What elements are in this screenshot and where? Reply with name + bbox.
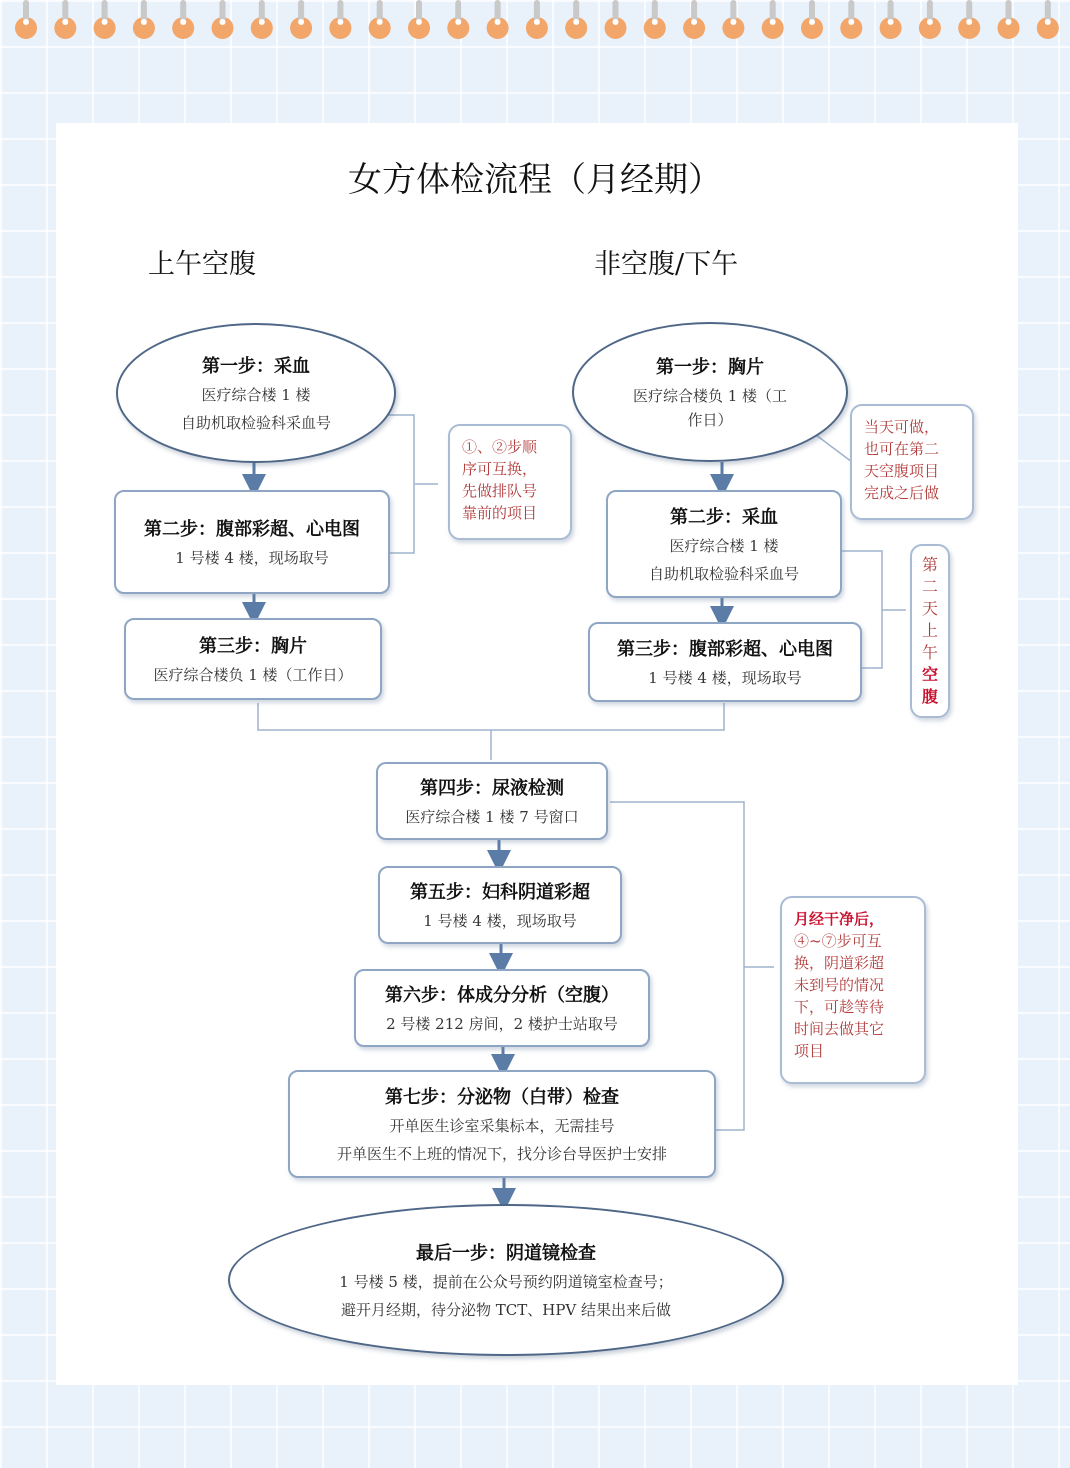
note-after-period-line6: 项目: [794, 1042, 825, 1060]
note-next-morning-char1: 第: [921, 555, 938, 574]
step6-line1: 2 号楼 212 房间，2 楼护士站取号: [386, 1014, 618, 1033]
note-order-swap-line1: ①、②步顺: [462, 438, 538, 456]
note-after-period-line2: 换，阴道彩超: [794, 954, 885, 972]
note-order-swap-line2: 序可互换，: [462, 460, 538, 478]
left-step3-node: [124, 618, 382, 700]
note-order-swap: [448, 424, 572, 540]
note-same-day-line2: 也可在第二: [864, 440, 940, 458]
right-step3-node: [588, 622, 862, 702]
step4-node: [376, 762, 608, 840]
step7-title: 第七步：分泌物（白带）检查: [385, 1086, 619, 1108]
step7-line2: 开单医生不上班的情况下，找分诊台导医护士安排: [336, 1145, 667, 1163]
right-step1-node: [572, 322, 848, 462]
column-heading-non-fasting: 非空腹/下午: [594, 249, 739, 280]
left-step2-title: 第二步：腹部彩超、心电图: [144, 518, 360, 540]
note-after-period-line3: 未到号的情况: [794, 976, 885, 994]
column-heading-fasting: 上午空腹: [148, 249, 256, 280]
note-after-period-line5: 时间去做其它: [794, 1020, 885, 1038]
right-step3-line1: 1 号楼 4 楼，现场取号: [648, 668, 802, 687]
right-step1-line1: 医疗综合楼负 1 楼（工: [632, 386, 788, 405]
step5-line1: 1 号楼 4 楼，现场取号: [423, 911, 577, 930]
note-next-morning-char2: 二: [921, 577, 938, 596]
note-order-swap-line4: 靠前的项目: [462, 504, 538, 522]
left-step1-line2: 自助机取检验科采血号: [180, 414, 331, 432]
note-after-period-line1: ④~⑦步可互: [794, 932, 882, 950]
step5-node: [378, 866, 622, 944]
step4-line1: 医疗综合楼 1 楼 7 号窗口: [405, 807, 579, 826]
note-same-day-line1: 当天可做，: [864, 418, 940, 436]
step5-title: 第五步：妇科阴道彩超: [410, 881, 590, 903]
note-next-morning-char3: 天: [921, 599, 938, 618]
left-step3-line1: 医疗综合楼负 1 楼（工作日）: [153, 665, 353, 684]
right-step1-title: 第一步：胸片: [656, 356, 764, 378]
left-step1-line1: 医疗综合楼 1 楼: [201, 385, 311, 404]
right-step2-line2: 自助机取检验科采血号: [648, 565, 799, 583]
final-step-title: 最后一步：阴道镜检查: [416, 1242, 596, 1264]
final-step-line2: 避开月经期，待分泌物 TCT、HPV 结果出来后做: [340, 1301, 672, 1319]
note-after-period-line4: 下，可趁等待: [794, 998, 885, 1016]
right-step2-node: [606, 490, 842, 598]
note-after-period: [780, 896, 926, 1084]
note-next-morning-fasting: [910, 544, 950, 718]
right-step2-title: 第二步：采血: [670, 506, 778, 528]
right-step3-title: 第三步：腹部彩超、心电图: [617, 638, 833, 660]
page-title: 女方体检流程（月经期）: [348, 160, 722, 200]
note-next-morning-char6: 空: [921, 665, 938, 684]
right-step2-line1: 医疗综合楼 1 楼: [669, 536, 779, 555]
note-same-day: [850, 404, 974, 520]
note-next-morning-char5: 午: [921, 643, 938, 662]
left-step3-title: 第三步：胸片: [199, 635, 307, 657]
step6-node: [354, 969, 650, 1047]
left-step1-node: [116, 323, 396, 463]
note-order-swap-line3: 先做排队号: [462, 482, 538, 500]
final-step-line1: 1 号楼 5 楼，提前在公众号预约阴道镜室检查号；: [339, 1272, 673, 1291]
note-next-morning-char4: 上: [921, 621, 938, 640]
note-next-morning-char7: 腹: [921, 687, 938, 706]
note-after-period-headline: 月经干净后，: [794, 910, 885, 928]
note-same-day-line3: 天空腹项目: [864, 462, 940, 480]
final-step-node: [228, 1204, 784, 1356]
step4-title: 第四步：尿液检测: [420, 777, 564, 799]
step7-node: [288, 1070, 716, 1178]
note-same-day-line4: 完成之后做: [864, 484, 940, 502]
left-step1-title: 第一步：采血: [202, 355, 310, 377]
step6-title: 第六步：体成分分析（空腹）: [385, 984, 619, 1006]
left-step2-node: [114, 490, 390, 594]
right-step1-line2: 作日）: [687, 411, 733, 429]
left-step2-line1: 1 号楼 4 楼，现场取号: [175, 548, 329, 567]
step7-line1: 开单医生诊室采集标本，无需挂号: [389, 1116, 615, 1135]
